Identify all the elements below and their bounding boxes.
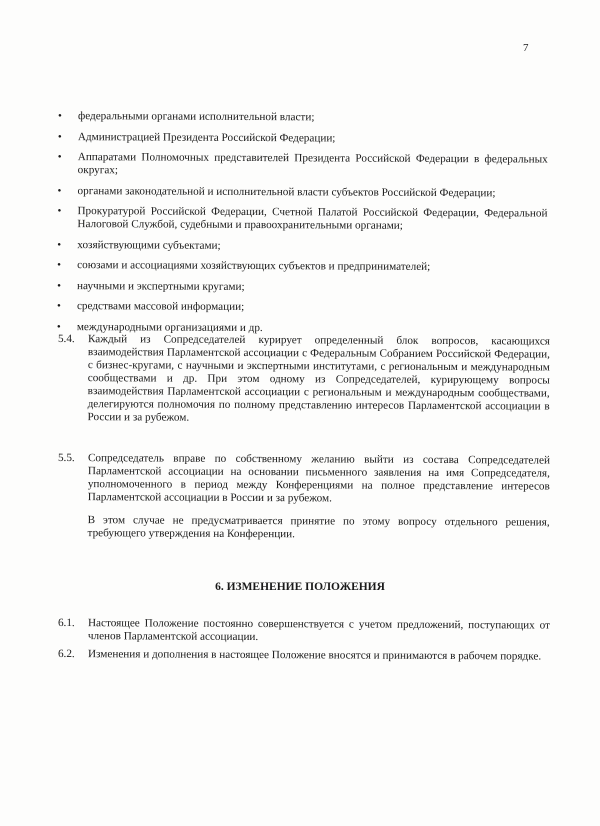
list-item-text: хозяйствующими субъектами; bbox=[77, 238, 221, 252]
clause-number: 5.4. bbox=[57, 333, 75, 346]
bullet-icon: • bbox=[56, 320, 61, 333]
clause-paragraph: В этом случае не предусматривается принятие по этому вопросу отдельного решения, требующего утверждения на Конференции. bbox=[87, 514, 550, 541]
list-item bbox=[57, 300, 547, 316]
list-item-text: международными организациями и др. bbox=[76, 320, 263, 334]
list-item bbox=[58, 184, 548, 200]
clause-text: Каждый из Сопредседателей курирует определенный блок вопросов, касающихся взаимодействия Парламентской ассоциации с Федеральным Собранием Российской Федерации, с бизнес-кругами, с научными и экспертными институтами, с региональным и международным сообществами и др. При этом одному из Сопредседателей, курирующему вопросы взаимодействия Парламентской ассоциации с региональным и международным сообществами, делегируются полномочия по полному представлению интересов Парламентской ассоциации в России и за рубежом. bbox=[87, 333, 550, 424]
clause-text: Настоящее Положение постоянно совершенствуется с учетом предложений, поступающих от членов Парламентской ассоциации. bbox=[87, 617, 550, 644]
bullet-icon: • bbox=[57, 130, 62, 143]
clause-number: 6.2. bbox=[57, 648, 75, 661]
list-item-text: Аппаратами Полномочных представителей Президента Российской Федерации в федеральных округах; bbox=[77, 151, 548, 177]
list-item-text: органами законодательной и исполнительной власти субъектов Российской Федерации; bbox=[77, 184, 496, 199]
list-item bbox=[58, 130, 548, 146]
list-item bbox=[57, 279, 547, 295]
bullet-icon: • bbox=[57, 279, 61, 292]
list-item bbox=[57, 238, 547, 254]
section-heading: 6. ИЗМЕНЕНИЕ ПОЛОЖЕНИЯ bbox=[215, 581, 385, 593]
clause-6-1 bbox=[58, 617, 550, 646]
bullet-icon: • bbox=[56, 299, 61, 313]
list-item bbox=[57, 259, 547, 275]
list-item-text: Прокуратурой Российской Федерации, Счетной Палатой Российской Федерации, Федеральной Налоговой Службой, судебными и правоохранительными органами; bbox=[77, 205, 548, 232]
clause-text: Сопредседатель вправе по собственному желанию выйти из состава Сопредседателей Парламентской ассоциации на основании письменного заявления на имя Сопредседателя, уполномоченного в период между Конференциями на полное представление интересов Парламентской ассоциации в России и за рубежом. bbox=[87, 452, 550, 505]
clause-5-4 bbox=[58, 333, 550, 427]
list-item-text: федеральными органами исполнительной власти; bbox=[77, 110, 315, 124]
list-item bbox=[57, 205, 547, 234]
bullet-list bbox=[57, 110, 548, 344]
clause-number: 6.1. bbox=[57, 617, 75, 630]
clause-5-5 bbox=[58, 452, 550, 543]
bullet-icon: • bbox=[57, 204, 62, 218]
bullet-icon: • bbox=[57, 110, 62, 123]
list-item-text: средствами массовой информации; bbox=[76, 300, 245, 313]
clause-number: 5.5. bbox=[57, 452, 75, 465]
list-item-text: Администрацией Президента Российской Федерации; bbox=[77, 130, 336, 144]
bullet-icon: • bbox=[57, 238, 62, 251]
clause-6-2 bbox=[58, 648, 550, 664]
clause-text: Изменения и дополнения в настоящее Положение вносятся и принимаются в рабочем порядке. bbox=[87, 648, 542, 663]
list-item-text: научными и экспертными кругами; bbox=[77, 279, 245, 293]
list-item bbox=[58, 151, 548, 180]
bullet-icon: • bbox=[57, 150, 62, 164]
bullet-icon: • bbox=[57, 184, 62, 197]
list-item bbox=[58, 110, 548, 126]
list-item-text: союзами и ассоциациями хозяйствующих субъектов и предпринимателей; bbox=[77, 259, 431, 273]
bullet-icon: • bbox=[57, 258, 62, 272]
page-number: 7 bbox=[523, 42, 529, 54]
